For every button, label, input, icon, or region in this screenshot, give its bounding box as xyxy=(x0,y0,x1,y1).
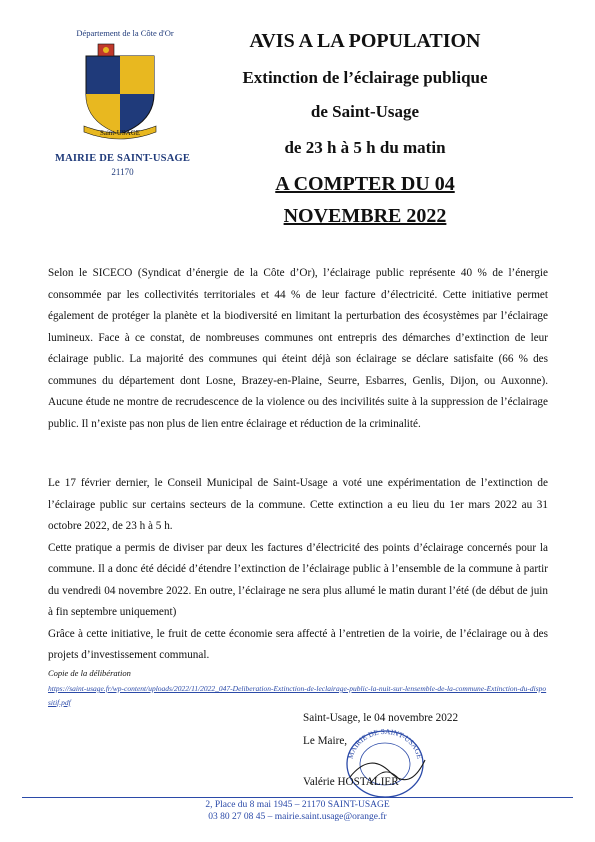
mairie-stamp xyxy=(340,722,430,802)
paragraph-siceco: Selon le SICECO (Syndicat d’énergie de la Côte d’Or), l’éclairage public représente 40 % de l’énergie consommée par les collectivités territoriales et 44 % de leur facture d’électricité. Cette initiative permet également de protéger la planète et la biodiversité en limitant la perturbation des écosystèmes par l’éclairage lumineux. Face à ce constat, de nombreuses communes ont entrepris des démarches d’extinction de leur éclairage public. La majorité des communes qui éteint déjà son éclairage se déclare satisfaite (66 % des communes du département dont Losne, Brazey-en-Plaine, Seurre, Esbarres, Genlis, Dijon, ou Auxonne). Aucune étude ne montre de recrudescence de la violence ou des incivilités suite à la suppression de l’éclairage public. Il n’existe pas non plus de lien entre éclairage et réduction de la criminalité. xyxy=(48,267,548,430)
paragraph-pratique: Cette pratique a permis de diviser par deux les factures d’électricité des points d’éclairage concernés pour la commune. Il a donc été décidé d’étendre l’extinction de l’éclairage public à l’ensemble de la commune à partir du vendredi 04 novembre 2022. En outre, l’éclairage ne sera plus allumé le matin durant l’été (de début de juin à fin septembre uniquement) xyxy=(48,541,548,618)
notice-location: de Saint-Usage xyxy=(310,102,420,121)
paragraph-conseil: Le 17 février dernier, le Conseil Municipal de Saint-Usage a voté une expérimentation de l’extinction de l’éclairage public sur certains secteurs de la commune. Cette extinction a eu lieu du 1er mars 2022 au 31 octobre 2022, de 23 h à 5 h. xyxy=(48,477,548,532)
svg-text:MAIRIE DE SAINT-USAGE xyxy=(346,727,425,760)
body-paragraph-1 xyxy=(48,263,548,435)
coat-of-arms-logo xyxy=(80,42,160,142)
notice-title-block xyxy=(210,28,520,234)
notice-hours: de 23 h à 5 h du matin xyxy=(284,138,446,157)
body-paragraph-group-2 xyxy=(48,473,548,667)
mairie-name: MAIRIE DE SAINT-USAGE xyxy=(54,153,191,164)
department-label: Département de la Côte d'Or xyxy=(76,28,174,38)
deliberation-link[interactable]: https://saint-usage.fr/wp-content/uploads/2022/11/2022_047-Deliberation-Extinction-de-leclairage-public-la-nuit-sur-lensemble-de-la-commune-Extinction-du-dispositif.pdf xyxy=(48,684,547,707)
notice-subtitle: Extinction de l’éclairage publique xyxy=(242,68,488,87)
footer-address: 2, Place du 8 mai 1945 – 21170 SAINT-USAGE xyxy=(205,800,390,810)
crest-banner-text: Saint-USAGE xyxy=(99,129,141,137)
postal-code: 21170 xyxy=(111,167,134,177)
notice-start-line1: A COMPTER DU 04 xyxy=(275,173,455,195)
notice-start-line2: NOVEMBRE 2022 xyxy=(283,205,447,227)
notice-heading: AVIS A LA POPULATION xyxy=(249,30,481,52)
signature-role: Le Maire, xyxy=(303,735,348,747)
deliberation-label: Copie de la délibération xyxy=(48,668,131,678)
signature-date: Saint-Usage, le 04 novembre 2022 xyxy=(303,712,459,724)
footer-contact: 03 80 27 08 45 – mairie.saint.usage@orange.fr xyxy=(208,812,387,822)
signature-name: Valérie HOSTALIER xyxy=(303,776,399,788)
paragraph-initiative: Grâce à cette initiative, le fruit de cette économie sera affecté à l’entretien de la voirie, de l’éclairage ou à des projets d’investissement communal. xyxy=(48,627,548,661)
footer-divider xyxy=(22,797,573,798)
stamp-text: MAIRIE DE SAINT-USAGE xyxy=(345,726,425,760)
